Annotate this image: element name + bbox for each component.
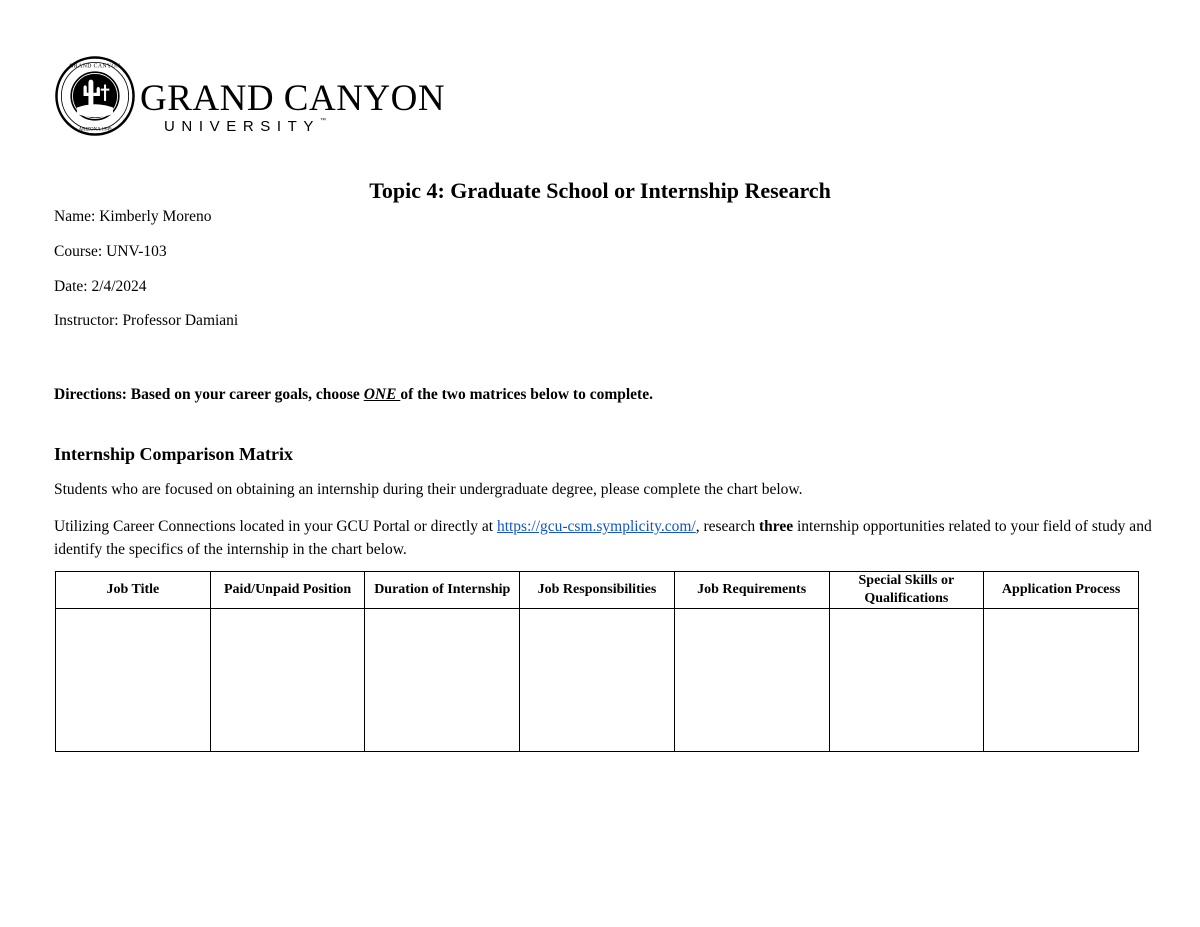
course-line: Course: UNV-103 xyxy=(54,243,167,260)
column-header: Job Title xyxy=(56,572,211,609)
date-line: Date: 2/4/2024 xyxy=(54,278,147,295)
instructor-line: Instructor: Professor Damiani xyxy=(54,312,239,329)
student-name: Name: Kimberly Moreno xyxy=(54,208,212,225)
column-header: Job Responsibilities xyxy=(520,572,675,609)
gcu-logo xyxy=(54,52,446,144)
section-heading: Internship Comparison Matrix xyxy=(54,444,294,464)
university-seal-icon xyxy=(54,54,136,138)
table-cell[interactable] xyxy=(210,609,365,752)
logo-wordmark: GRAND CANYON xyxy=(140,78,446,119)
table-row xyxy=(56,609,1139,752)
svg-text:GRAND CANYON: GRAND CANYON xyxy=(69,63,121,70)
internship-comparison-matrix xyxy=(55,571,1139,752)
svg-text:ARIZONA 1949: ARIZONA 1949 xyxy=(78,127,112,133)
table-cell[interactable] xyxy=(674,609,829,752)
career-connections-link[interactable]: https://gcu-csm.symplicity.com/ xyxy=(496,518,696,535)
logo-subtitle: UNIVERSITY™ xyxy=(164,118,327,135)
column-header: Special Skills or Qualifications xyxy=(829,572,984,609)
column-header: Duration of Internship xyxy=(365,572,520,609)
table-cell[interactable] xyxy=(984,609,1139,752)
directions-text: Directions: Based on your career goals, choose ONE of the two matrices below to complete. xyxy=(54,386,653,403)
table-cell[interactable] xyxy=(520,609,675,752)
column-header: Application Process xyxy=(984,572,1139,609)
document-title: Topic 4: Graduate School or Internship Research xyxy=(369,178,831,203)
instruction-paragraph-2: Utilizing Career Connections located in your GCU Portal or directly at https://gcu-csm.symplicity.com/, research three internship opportunities related to your field of study and identify the specifics of the internship in the chart below. xyxy=(54,518,1152,558)
table-cell[interactable] xyxy=(365,609,520,752)
instruction-paragraph-1: Students who are focused on obtaining an internship during their undergraduate degree, please complete the chart below. xyxy=(54,481,803,498)
column-header: Paid/Unpaid Position xyxy=(210,572,365,609)
matrix-header-row xyxy=(56,572,1139,609)
table-cell[interactable] xyxy=(829,609,984,752)
table-cell[interactable] xyxy=(56,609,211,752)
column-header: Job Requirements xyxy=(674,572,829,609)
